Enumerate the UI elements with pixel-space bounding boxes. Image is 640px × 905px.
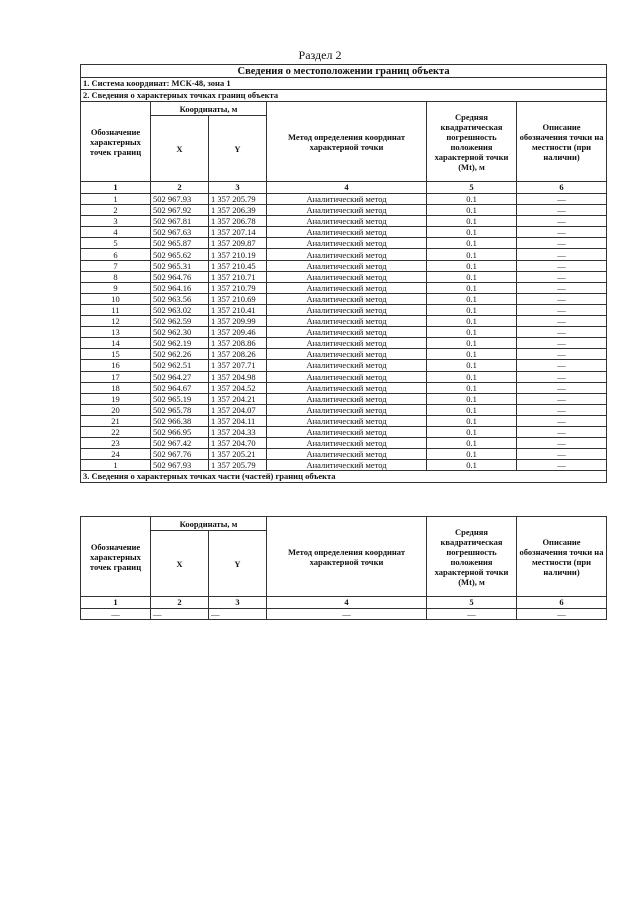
- column-number: 4: [267, 597, 427, 609]
- description: —: [517, 304, 607, 315]
- description: —: [517, 260, 607, 271]
- table-row: [81, 338, 607, 349]
- column-number: 2: [151, 182, 209, 194]
- description: —: [517, 216, 607, 227]
- col-description: Описание обозначения точки на местности (при наличии): [517, 102, 607, 182]
- coord-x: 502 962.19: [151, 338, 209, 349]
- description: —: [517, 249, 607, 260]
- column-number: 6: [517, 597, 607, 609]
- point-id: 21: [81, 415, 151, 426]
- boundary-points-body: [81, 194, 607, 471]
- point-id: 4: [81, 227, 151, 238]
- coord-y: 1 357 206.78: [209, 216, 267, 227]
- point-id: 18: [81, 382, 151, 393]
- col-designation: Обозначение характерных точек границ: [81, 517, 151, 597]
- description: —: [517, 393, 607, 404]
- accuracy: 0.1: [427, 227, 517, 238]
- table-row: [81, 415, 607, 426]
- point-id: 5: [81, 238, 151, 249]
- table-row: [81, 227, 607, 238]
- description: —: [517, 382, 607, 393]
- accuracy: 0.1: [427, 238, 517, 249]
- method: Аналитический метод: [267, 360, 427, 371]
- coord-x: 502 967.42: [151, 438, 209, 449]
- part3-heading: 3. Сведения о характерных точках части (частей) границ объекта: [81, 471, 607, 483]
- coord-x: 502 967.63: [151, 227, 209, 238]
- coord-x: 502 965.19: [151, 393, 209, 404]
- column-number: 1: [81, 182, 151, 194]
- point-id: 9: [81, 282, 151, 293]
- method: Аналитический метод: [267, 371, 427, 382]
- description: —: [517, 415, 607, 426]
- description: —: [517, 360, 607, 371]
- accuracy: 0.1: [427, 460, 517, 471]
- description: —: [517, 327, 607, 338]
- point-id: 3: [81, 216, 151, 227]
- table-row: [81, 316, 607, 327]
- table-row: [81, 304, 607, 315]
- column-number: 3: [209, 597, 267, 609]
- col-y: Y: [209, 531, 267, 597]
- coord-x: 502 966.38: [151, 415, 209, 426]
- part-boundary-points-body: [81, 609, 607, 620]
- table-row: [81, 216, 607, 227]
- table-row: [81, 449, 607, 460]
- table-row: [81, 371, 607, 382]
- col-method: Метод определения координат характерной точки: [267, 517, 427, 597]
- method: Аналитический метод: [267, 293, 427, 304]
- column-number: 3: [209, 182, 267, 194]
- accuracy: 0.1: [427, 426, 517, 437]
- coord-system: 1. Система координат: МСК-48, зона 1: [81, 78, 607, 90]
- coord-y: 1 357 205.79: [209, 460, 267, 471]
- col-description: Описание обозначения точки на местности (при наличии): [517, 517, 607, 597]
- coord-y: 1 357 204.07: [209, 404, 267, 415]
- method: Аналитический метод: [267, 316, 427, 327]
- point-id: 7: [81, 260, 151, 271]
- table-row: [81, 327, 607, 338]
- table-row: [81, 609, 607, 620]
- coord-x: 502 965.31: [151, 260, 209, 271]
- coord-x: 502 964.76: [151, 271, 209, 282]
- point-id: 13: [81, 327, 151, 338]
- description: —: [517, 316, 607, 327]
- column-number: 5: [427, 182, 517, 194]
- accuracy: 0.1: [427, 216, 517, 227]
- coord-y: 1 357 209.87: [209, 238, 267, 249]
- method: Аналитический метод: [267, 216, 427, 227]
- description: —: [517, 227, 607, 238]
- table-row: [81, 382, 607, 393]
- boundary-points-table: [80, 64, 607, 483]
- coord-y: 1 357 208.86: [209, 338, 267, 349]
- method: Аналитический метод: [267, 382, 427, 393]
- description: —: [517, 438, 607, 449]
- method: Аналитический метод: [267, 338, 427, 349]
- point-id: 20: [81, 404, 151, 415]
- coord-x: 502 967.93: [151, 460, 209, 471]
- method: Аналитический метод: [267, 260, 427, 271]
- coord-x: 502 964.16: [151, 282, 209, 293]
- point-id: 15: [81, 349, 151, 360]
- coord-y: 1 357 210.19: [209, 249, 267, 260]
- coord-y: —: [209, 609, 267, 620]
- point-id: 22: [81, 426, 151, 437]
- point-id: —: [81, 609, 151, 620]
- method: Аналитический метод: [267, 194, 427, 205]
- point-id: 19: [81, 393, 151, 404]
- method: Аналитический метод: [267, 415, 427, 426]
- coord-y: 1 357 204.21: [209, 393, 267, 404]
- description: —: [517, 338, 607, 349]
- accuracy: 0.1: [427, 371, 517, 382]
- coord-y: 1 357 210.45: [209, 260, 267, 271]
- coord-y: 1 357 204.70: [209, 438, 267, 449]
- point-id: 6: [81, 249, 151, 260]
- description: —: [517, 404, 607, 415]
- coord-y: 1 357 204.11: [209, 415, 267, 426]
- method: Аналитический метод: [267, 449, 427, 460]
- col-x: X: [151, 531, 209, 597]
- point-id: 14: [81, 338, 151, 349]
- method: Аналитический метод: [267, 404, 427, 415]
- point-id: 23: [81, 438, 151, 449]
- coord-y: 1 357 204.33: [209, 426, 267, 437]
- table-row: [81, 293, 607, 304]
- description: —: [517, 293, 607, 304]
- part-boundary-points-table: [80, 516, 607, 620]
- column-number: 2: [151, 597, 209, 609]
- coord-x: 502 965.87: [151, 238, 209, 249]
- part2-heading: 2. Сведения о характерных точках границ объекта: [81, 90, 607, 102]
- col-y: Y: [209, 116, 267, 182]
- column-number: 6: [517, 182, 607, 194]
- coord-x: 502 962.30: [151, 327, 209, 338]
- accuracy: 0.1: [427, 316, 517, 327]
- method: Аналитический метод: [267, 349, 427, 360]
- coord-x: 502 962.59: [151, 316, 209, 327]
- point-id: 24: [81, 449, 151, 460]
- description: —: [517, 349, 607, 360]
- accuracy: 0.1: [427, 194, 517, 205]
- method: Аналитический метод: [267, 438, 427, 449]
- table-row: [81, 426, 607, 437]
- table-row: [81, 349, 607, 360]
- column-number: 5: [427, 597, 517, 609]
- column-numbers-row: [81, 182, 607, 194]
- coord-y: 1 357 209.99: [209, 316, 267, 327]
- description: —: [517, 194, 607, 205]
- table-row: [81, 238, 607, 249]
- coord-x: 502 964.27: [151, 371, 209, 382]
- column-number: 1: [81, 597, 151, 609]
- coord-x: 502 967.93: [151, 194, 209, 205]
- column-numbers-row: [81, 597, 607, 609]
- accuracy: 0.1: [427, 382, 517, 393]
- point-id: 1: [81, 194, 151, 205]
- accuracy: 0.1: [427, 327, 517, 338]
- coord-y: 1 357 207.71: [209, 360, 267, 371]
- accuracy: 0.1: [427, 349, 517, 360]
- method: Аналитический метод: [267, 460, 427, 471]
- description: —: [517, 282, 607, 293]
- accuracy: 0.1: [427, 249, 517, 260]
- method: Аналитический метод: [267, 205, 427, 216]
- coord-x: 502 962.51: [151, 360, 209, 371]
- description: —: [517, 426, 607, 437]
- coord-y: 1 357 205.21: [209, 449, 267, 460]
- accuracy: 0.1: [427, 404, 517, 415]
- coord-x: —: [151, 609, 209, 620]
- method: Аналитический метод: [267, 327, 427, 338]
- main-title: Сведения о местоположении границ объекта: [81, 65, 607, 78]
- point-id: 16: [81, 360, 151, 371]
- description: —: [517, 205, 607, 216]
- coord-y: 1 357 204.98: [209, 371, 267, 382]
- coord-x: 502 967.92: [151, 205, 209, 216]
- accuracy: 0.1: [427, 415, 517, 426]
- method: Аналитический метод: [267, 282, 427, 293]
- coord-y: 1 357 208.26: [209, 349, 267, 360]
- table-row: [81, 194, 607, 205]
- method: —: [267, 609, 427, 620]
- coord-y: 1 357 206.39: [209, 205, 267, 216]
- point-id: 8: [81, 271, 151, 282]
- accuracy: 0.1: [427, 304, 517, 315]
- table-row: [81, 360, 607, 371]
- accuracy: 0.1: [427, 338, 517, 349]
- table-row: [81, 282, 607, 293]
- table-row: [81, 205, 607, 216]
- col-coords: Координаты, м: [151, 517, 267, 531]
- section-title: Раздел 2: [298, 48, 342, 62]
- description: —: [517, 271, 607, 282]
- description: —: [517, 460, 607, 471]
- table-row: [81, 271, 607, 282]
- col-coords: Координаты, м: [151, 102, 267, 116]
- col-x: X: [151, 116, 209, 182]
- method: Аналитический метод: [267, 238, 427, 249]
- accuracy: 0.1: [427, 449, 517, 460]
- coord-x: 502 965.78: [151, 404, 209, 415]
- description: —: [517, 449, 607, 460]
- method: Аналитический метод: [267, 271, 427, 282]
- description: —: [517, 609, 607, 620]
- method: Аналитический метод: [267, 426, 427, 437]
- accuracy: 0.1: [427, 438, 517, 449]
- table-row: [81, 404, 607, 415]
- point-id: 11: [81, 304, 151, 315]
- accuracy: 0.1: [427, 393, 517, 404]
- coord-y: 1 357 209.46: [209, 327, 267, 338]
- method: Аналитический метод: [267, 304, 427, 315]
- col-method: Метод определения координат характерной точки: [267, 102, 427, 182]
- accuracy: —: [427, 609, 517, 620]
- coord-y: 1 357 210.71: [209, 271, 267, 282]
- coord-x: 502 962.26: [151, 349, 209, 360]
- description: —: [517, 371, 607, 382]
- method: Аналитический метод: [267, 393, 427, 404]
- point-id: 10: [81, 293, 151, 304]
- column-number: 4: [267, 182, 427, 194]
- accuracy: 0.1: [427, 205, 517, 216]
- coord-x: 502 963.02: [151, 304, 209, 315]
- coord-y: 1 357 207.14: [209, 227, 267, 238]
- point-id: 1: [81, 460, 151, 471]
- coord-y: 1 357 210.79: [209, 282, 267, 293]
- accuracy: 0.1: [427, 360, 517, 371]
- coord-x: 502 964.67: [151, 382, 209, 393]
- table-row: [81, 460, 607, 471]
- accuracy: 0.1: [427, 260, 517, 271]
- col-designation: Обозначение характерных точек границ: [81, 102, 151, 182]
- coord-x: 502 963.56: [151, 293, 209, 304]
- coord-x: 502 967.81: [151, 216, 209, 227]
- accuracy: 0.1: [427, 293, 517, 304]
- method: Аналитический метод: [267, 227, 427, 238]
- coord-y: 1 357 210.69: [209, 293, 267, 304]
- col-accuracy: Средняя квадратическая погрешность положения характерной точки (Mt), м: [427, 517, 517, 597]
- point-id: 12: [81, 316, 151, 327]
- coord-x: 502 967.76: [151, 449, 209, 460]
- table-row: [81, 438, 607, 449]
- description: —: [517, 238, 607, 249]
- point-id: 17: [81, 371, 151, 382]
- coord-y: 1 357 205.79: [209, 194, 267, 205]
- table-row: [81, 260, 607, 271]
- coord-x: 502 966.95: [151, 426, 209, 437]
- coord-y: 1 357 204.52: [209, 382, 267, 393]
- table-row: [81, 393, 607, 404]
- accuracy: 0.1: [427, 271, 517, 282]
- col-accuracy: Средняя квадратическая погрешность положения характерной точки (Mt), м: [427, 102, 517, 182]
- coord-x: 502 965.62: [151, 249, 209, 260]
- accuracy: 0.1: [427, 282, 517, 293]
- point-id: 2: [81, 205, 151, 216]
- table-row: [81, 249, 607, 260]
- method: Аналитический метод: [267, 249, 427, 260]
- coord-y: 1 357 210.41: [209, 304, 267, 315]
